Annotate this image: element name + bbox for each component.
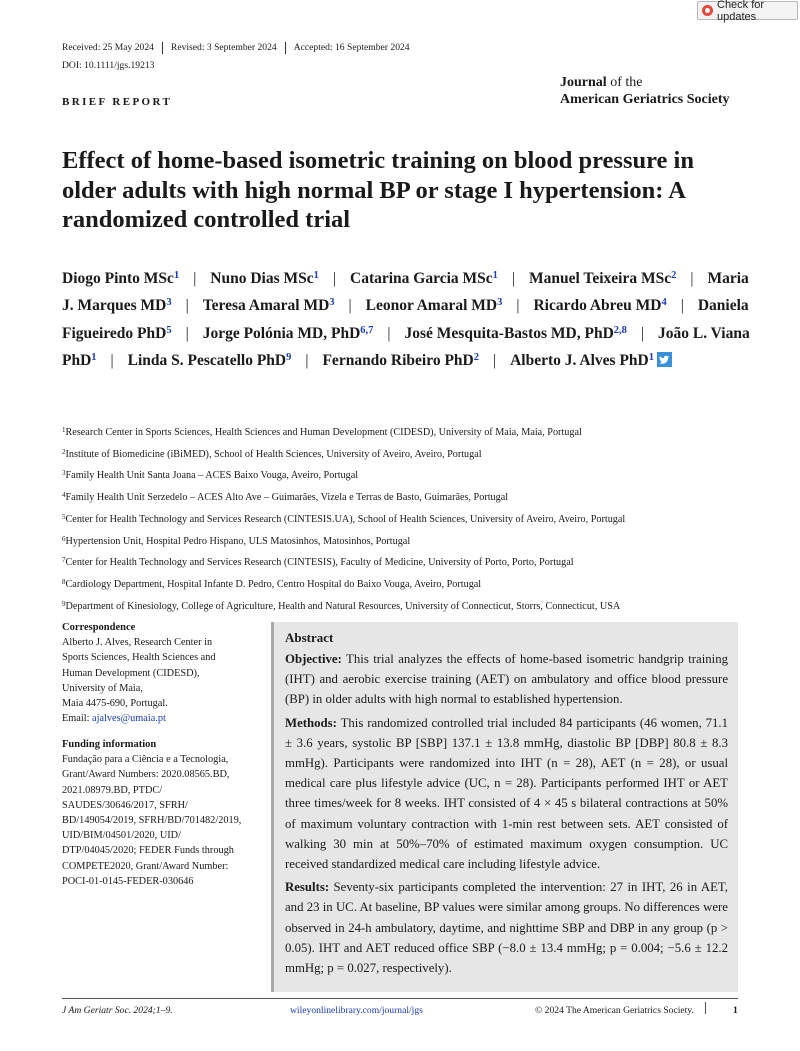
- crossmark-icon: [702, 5, 713, 16]
- article-title: Effect of home-based isometric training on blood pressure in older adults with high normal BP or stage I hypertension: A randomized controlled trial: [62, 147, 694, 233]
- footer-copyright: © 2024 The American Geriatrics Society.: [535, 1005, 694, 1016]
- affiliation-item: [62, 595, 752, 617]
- twitter-icon[interactable]: [657, 352, 672, 367]
- author-name: Daniela Figueiredo PhD: [62, 297, 749, 342]
- journal-of: of the: [610, 75, 643, 90]
- results-text: Seventy-six participants completed the intervention: 27 in IHT, 26 in AET, and 23 in UC. At baseline, BP values were similar among groups. No differences were observed in 24-h ambulatory, daytime, and nighttime SBP and DBP in any group (p > 0.05). IHT and AET reduced office SBP (−8.0 ± 13.4 mmHg; p = 0.004; −5.6 ± 12.2 mmHg; p = 0.027, respectively).: [285, 880, 728, 976]
- author-affiliation-number: 3: [329, 297, 335, 309]
- footer-citation: J Am Geriatr Soc. 2024;1–9.: [62, 1005, 173, 1016]
- author-name: Maria J. Marques MD: [62, 270, 749, 315]
- affiliation-text: Institute of Biomedicine (iBiMED), School of Health Sciences, University of Aveiro, Aveiro, Portugal: [65, 448, 482, 460]
- affiliation-number: 3: [62, 469, 66, 478]
- correspondence-line: Maia 4475-690, Portugal.: [62, 698, 168, 710]
- author[interactable]: [510, 352, 654, 369]
- correspondence-line: Sports Sciences, Health Sciences and: [62, 652, 216, 664]
- email-link[interactable]: ajalves@umaia.pt: [92, 713, 166, 725]
- affiliation-text: Hypertension Unit, Hospital Pedro Hispano, ULS Matosinhos, Matosinhos, Portugal: [65, 535, 411, 547]
- abstract-results: [285, 877, 728, 978]
- article-dates: [62, 42, 410, 54]
- funding-line: BD/149054/2019, SFRH/BD/701482/2019,: [62, 815, 242, 827]
- author-affiliation-number: 4: [661, 297, 667, 309]
- affiliation-text: Center for Health Technology and Services Research (CINTESIS.UA), School of Health Sciences, University of Aveiro, Aveiro, Portugal: [65, 513, 626, 525]
- author-name: Linda S. Pescatello PhD: [127, 351, 287, 369]
- author-affiliation-number: 9: [286, 351, 292, 363]
- doi: DOI: 10.1111/jgs.19213: [62, 60, 155, 71]
- author[interactable]: [529, 270, 676, 287]
- methods-text: This randomized controlled trial included 84 participants (46 women, 71.1 ± 3.6 years, systolic BP [SBP] 137.1 ± 13.8 mmHg, diastolic BP [DBP] 80.8 ± 8.3 mmHg). Participants were randomized into IHT (n = 28), AET (n = 28), or usual medical care plus lifestyle advice (UC, n = 28). Participants performed IHT or AET three times/week for 8 weeks. IHT consisted of 4 × 45 s bilateral contractions at 50% of maximum voluntary contraction with 1-min rest between sets. AET consisted of walking 30 min at 50%–70% of estimated maximum oxygen consumption. UC received standardized medical care including lifestyle advice.: [285, 715, 728, 872]
- author-affiliation-number: 5: [166, 324, 172, 336]
- author-name: Alberto J. Alves PhD: [510, 351, 649, 369]
- objective-text: This trial analyzes the effects of home-based isometric handgrip training (IHT) and aerobic exercise training (AET) on ambulatory and office blood pressure (BP) in older adults with high normal to established hypertension.: [285, 652, 729, 707]
- affiliation-item: [62, 464, 752, 486]
- affiliation-number: 5: [62, 512, 66, 521]
- author-separator: |: [387, 324, 391, 342]
- objective-label: Objective:: [285, 652, 342, 666]
- author-separator: |: [185, 324, 189, 342]
- funding-line: SAUDES/30646/2017, SFRH/: [62, 799, 188, 811]
- author-affiliation-number: 3: [497, 297, 503, 309]
- affiliation-item: [62, 443, 752, 465]
- affiliations: [62, 421, 752, 616]
- affiliation-text: Cardiology Department, Hospital Infante D. Pedro, Centro Hospital do Baixo Vouga, Aveiro, Portugal: [65, 578, 482, 590]
- divider: [705, 1002, 706, 1014]
- author[interactable]: [533, 297, 666, 314]
- email-label: Email:: [62, 713, 93, 725]
- author-separator: |: [690, 270, 694, 287]
- author-name: José Mesquita-Bastos MD, PhD: [404, 324, 614, 342]
- author-name: Catarina Garcia MSc: [350, 270, 493, 287]
- footer-journal-link[interactable]: wileyonlinelibrary.com/journal/jgs: [290, 1005, 423, 1016]
- journal-logo: [560, 74, 730, 108]
- journal-word: Journal: [560, 75, 607, 90]
- page-number: 1: [733, 1005, 738, 1016]
- affiliation-number: 9: [62, 599, 66, 608]
- abstract-heading: Abstract: [285, 630, 334, 645]
- article-type: BRIEF REPORT: [62, 96, 173, 108]
- affiliation-item: [62, 530, 752, 552]
- funding-line: Grant/Award Numbers: 2020.08565.BD,: [62, 769, 230, 781]
- correspondence-line: Alberto J. Alves, Research Center in: [62, 637, 213, 649]
- author-affiliation-number: 1: [91, 351, 97, 363]
- funding-heading: Funding information: [62, 739, 157, 750]
- affiliation-text: Family Health Unit Serzedelo – ACES Alto Ave – Guimarães, Vizela e Terras de Basto, Guimarães, Portugal: [65, 492, 509, 504]
- funding-line: Fundação para a Ciência e a Tecnologia,: [62, 754, 229, 766]
- affiliation-item: [62, 551, 752, 573]
- divider: [162, 42, 163, 54]
- funding-information: [62, 737, 260, 889]
- author[interactable]: [366, 297, 503, 314]
- funding-line: 2021.08979.BD, PTDC/: [62, 784, 163, 796]
- divider: [285, 42, 286, 54]
- affiliation-number: 2: [62, 447, 66, 456]
- affiliation-text: Research Center in Sports Sciences, Health Sciences and Human Development (CIDESD), University of Maia, Maia, Portugal: [65, 427, 582, 438]
- author-affiliation-number: 6,7: [360, 324, 374, 336]
- correspondence: [62, 620, 260, 726]
- affiliation-text: Department of Kinesiology, College of Agriculture, Health and Natural Resources, University of Connecticut, Storrs, Connecticut, USA: [65, 600, 621, 612]
- author-separator: |: [640, 324, 644, 342]
- affiliation-item: [62, 421, 752, 443]
- author-affiliation-number: 1: [313, 270, 319, 281]
- author-separator: |: [493, 351, 497, 369]
- author-separator: |: [348, 297, 352, 315]
- abstract-objective: [285, 649, 728, 710]
- funding-line: DTP/04045/2020; FEDER Funds through: [62, 845, 234, 857]
- abstract: [271, 622, 738, 992]
- author-list: [62, 264, 752, 373]
- author[interactable]: [405, 325, 627, 342]
- author[interactable]: [203, 297, 335, 314]
- affiliation-number: 1: [62, 426, 66, 434]
- author-affiliation-number: 1: [173, 270, 180, 281]
- author-affiliation-number: 1: [492, 270, 498, 281]
- author-affiliation-number: 2: [671, 270, 677, 281]
- funding-line: COMPETE2020, Grant/Award Number:: [62, 860, 229, 872]
- author-separator: |: [680, 297, 684, 315]
- affiliation-text: Center for Health Technology and Services Research (CINTESIS), Faculty of Medicine, University of Porto, Porto, Portugal: [65, 557, 574, 569]
- author-affiliation-number: 1: [648, 351, 654, 363]
- correspondence-line: University of Maia,: [62, 682, 143, 694]
- author-name: Ricardo Abreu MD: [533, 297, 662, 315]
- affiliation-item: [62, 508, 752, 530]
- funding-line: POCI-01-0145-FEDER-030646: [62, 875, 194, 887]
- affiliation-number: 7: [62, 556, 66, 565]
- author-name: Fernando Ribeiro PhD: [322, 351, 474, 369]
- author-separator: |: [193, 270, 197, 287]
- author-name: Manuel Teixeira MSc: [529, 270, 672, 287]
- affiliation-item: [62, 486, 752, 508]
- results-label: Results:: [285, 880, 330, 895]
- author[interactable]: [128, 352, 292, 369]
- author-name: Jorge Polónia MD, PhD: [202, 324, 361, 342]
- revised-date: Revised: 3 September 2024: [170, 42, 277, 53]
- check-for-updates-button[interactable]: [697, 0, 798, 23]
- abstract-methods: [285, 713, 728, 875]
- correspondence-line: Human Development (CIDESD),: [62, 667, 200, 679]
- accepted-date: Accepted: 16 September 2024: [293, 42, 410, 53]
- author-affiliation-number: 3: [166, 297, 172, 309]
- correspondence-heading: Correspondence: [62, 622, 136, 633]
- affiliation-number: 4: [62, 491, 66, 500]
- journal-society: American Geriatrics Society: [560, 92, 730, 107]
- author-name: João L. Viana PhD: [62, 324, 750, 369]
- author-separator: |: [332, 270, 337, 287]
- affiliation-item: [62, 573, 752, 595]
- funding-line: UID/BIM/04501/2020, UID/: [62, 830, 181, 842]
- author[interactable]: [350, 270, 498, 287]
- author-separator: |: [110, 351, 114, 369]
- author-name: Nuno Dias MSc: [210, 270, 314, 287]
- affiliation-number: 8: [62, 577, 66, 586]
- footer-rule: [62, 998, 738, 999]
- author-name: Teresa Amaral MD: [202, 297, 330, 315]
- affiliation-text: Family Health Unit Santa Joana – ACES Baixo Vouga, Aveiro, Portugal: [65, 470, 359, 482]
- author[interactable]: [322, 352, 479, 369]
- author-separator: |: [185, 297, 189, 315]
- author-separator: |: [516, 297, 520, 315]
- received-date: Received: 25 May 2024: [62, 42, 154, 53]
- author-affiliation-number: 2: [473, 351, 479, 363]
- author[interactable]: [62, 270, 179, 287]
- author-name: Leonor Amaral MD: [365, 297, 498, 315]
- author-affiliation-number: 2,8: [613, 324, 627, 336]
- check-for-updates-label: Check for updates: [717, 0, 765, 23]
- author-separator: |: [511, 270, 516, 287]
- author-separator: |: [305, 351, 309, 369]
- author-name: Diogo Pinto MSc: [62, 270, 174, 287]
- author[interactable]: [203, 325, 374, 342]
- methods-label: Methods:: [285, 715, 337, 730]
- affiliation-number: 6: [62, 534, 66, 543]
- author[interactable]: [210, 270, 319, 287]
